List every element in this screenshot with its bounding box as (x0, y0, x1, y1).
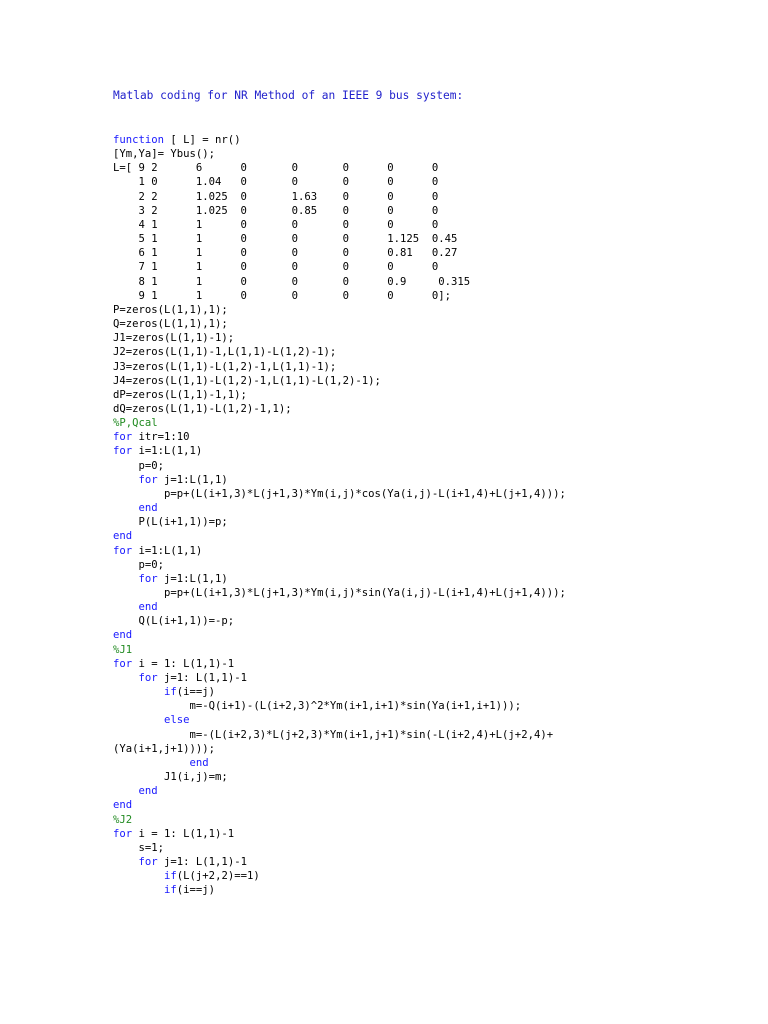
code-line (113, 742, 566, 756)
code-line (113, 161, 566, 175)
code-comment: %J2 (113, 813, 133, 826)
code-text: (Ya(i+1,j+1)))); (113, 742, 216, 755)
code-line (113, 614, 566, 628)
code-keyword: for (113, 431, 133, 444)
code-line (113, 685, 566, 699)
code-indent (113, 502, 139, 514)
code-line (113, 218, 566, 232)
code-keyword: if (164, 686, 177, 699)
code-keyword: end (189, 756, 209, 769)
code-line (113, 133, 566, 147)
code-line (113, 430, 566, 444)
code-line (113, 416, 566, 430)
code-text: 6 1 1 0 0 0 0.81 0.27 (113, 247, 458, 260)
code-text: (L(j+2,2)==1) (176, 870, 260, 883)
code-text: 1 0 1.04 0 0 0 0 0 (113, 176, 439, 189)
code-indent (113, 785, 139, 797)
code-line (113, 813, 566, 827)
code-line (113, 317, 566, 331)
code-keyword: else (164, 714, 190, 727)
code-indent (113, 714, 164, 726)
code-indent (113, 672, 139, 684)
code-line (113, 289, 566, 303)
code-text: i=1:L(1,1) (132, 445, 203, 458)
code-keyword: end (113, 530, 133, 543)
code-line (113, 883, 566, 897)
code-line (113, 798, 566, 812)
code-line (113, 855, 566, 869)
code-line (113, 260, 566, 274)
code-keyword: for (138, 855, 158, 868)
code-keyword: function (113, 134, 165, 146)
code-line (113, 784, 566, 798)
code-line (113, 374, 566, 388)
code-text: 5 1 1 0 0 0 1.125 0.45 (113, 233, 458, 246)
code-text: p=0; (113, 558, 165, 571)
code-keyword: end (113, 629, 133, 642)
code-text: p=p+(L(i+1,3)*L(j+1,3)*Ym(i,j)*sin(Ya(i,j)-L(i+1,4)+L(j+1,4))); (113, 587, 566, 599)
code-line (113, 544, 566, 558)
code-text: (i==j) (176, 884, 216, 897)
code-text: Q(L(i+1,1))=-p; (113, 615, 235, 628)
code-line (113, 529, 566, 543)
code-text: m=-(L(i+2,3)*L(j+2,3)*Ym(i+1,j+1)*sin(-L(i+2,4)+L(j+2,4)+ (113, 728, 554, 741)
code-text: m=-Q(i+1)-(L(i+2,3)^2*Ym(i+1,i+1)*sin(Ya(i+1,i+1))); (113, 700, 522, 713)
code-line (113, 770, 566, 784)
code-line (113, 204, 566, 218)
code-line (113, 643, 566, 657)
code-line (113, 657, 566, 671)
code-line (113, 756, 566, 770)
code-keyword: for (138, 473, 158, 486)
code-text: 2 2 1.025 0 1.63 0 0 0 (113, 190, 439, 203)
code-line (113, 444, 566, 458)
code-text: 7 1 1 0 0 0 0 0 (113, 261, 439, 274)
code-line (113, 628, 566, 642)
code-line (113, 275, 566, 289)
code-text: J2=zeros(L(1,1)-1,L(1,1)-L(1,2)-1); (113, 346, 337, 359)
code-text: P(L(i+1,1))=p; (113, 516, 228, 529)
code-text: J3=zeros(L(1,1)-L(1,2)-1,L(1,1)-1); (113, 360, 337, 373)
code-text: Q=zeros(L(1,1),1); (113, 318, 228, 331)
code-line (113, 515, 566, 529)
code-indent (113, 474, 139, 486)
code-line (113, 246, 566, 260)
code-text: 4 1 1 0 0 0 0 0 (113, 218, 439, 231)
code-keyword: end (138, 502, 158, 515)
code-text: dP=zeros(L(1,1)-1,1); (113, 388, 247, 401)
code-text: i = 1: L(1,1)-1 (132, 827, 235, 840)
code-line (113, 869, 566, 883)
code-text: 3 2 1.025 0 0.85 0 0 0 (113, 204, 439, 217)
code-line (113, 232, 566, 246)
code-line (113, 388, 566, 402)
code-line (113, 713, 566, 727)
code-text: s=1; (113, 841, 165, 854)
code-indent (113, 884, 164, 896)
code-indent (113, 686, 164, 698)
code-text: i = 1: L(1,1)-1 (132, 657, 235, 670)
code-indent (113, 573, 139, 585)
code-text: j=1: L(1,1)-1 (157, 855, 247, 868)
code-keyword: for (138, 572, 158, 585)
document-title: Matlab coding for NR Method of an IEEE 9 bus system: (113, 89, 464, 102)
code-text: j=1: L(1,1)-1 (157, 671, 247, 684)
code-line (113, 331, 566, 345)
code-line (113, 303, 566, 317)
code-keyword: end (138, 785, 158, 798)
code-line (113, 147, 566, 161)
code-keyword: for (113, 827, 133, 840)
code-line (113, 572, 566, 586)
code-listing (113, 133, 566, 897)
code-line (113, 501, 566, 515)
code-keyword: if (164, 870, 177, 883)
code-line (113, 558, 566, 572)
code-keyword: for (113, 544, 133, 557)
code-line (113, 345, 566, 359)
code-line (113, 473, 566, 487)
code-keyword: for (113, 657, 133, 670)
code-keyword: for (113, 445, 133, 458)
code-line (113, 175, 566, 189)
code-text: j=1:L(1,1) (157, 572, 228, 585)
code-text: L=[ 9 2 6 0 0 0 0 0 (113, 162, 439, 175)
code-text: J1=zeros(L(1,1)-1); (113, 332, 235, 345)
code-line (113, 459, 566, 473)
code-indent (113, 856, 139, 868)
code-indent (113, 870, 164, 882)
code-indent (113, 601, 139, 613)
code-line (113, 827, 566, 841)
code-indent (113, 757, 190, 769)
code-line (113, 360, 566, 374)
code-line (113, 671, 566, 685)
code-text: p=p+(L(i+1,3)*L(j+1,3)*Ym(i,j)*cos(Ya(i,j)-L(i+1,4)+L(j+1,4))); (113, 487, 566, 500)
code-text: 8 1 1 0 0 0 0.9 0.315 (113, 275, 471, 288)
code-text: i=1:L(1,1) (132, 544, 203, 557)
code-line (113, 487, 566, 501)
code-text: P=zeros(L(1,1),1); (113, 303, 228, 316)
code-keyword: end (138, 601, 158, 614)
code-line (113, 190, 566, 204)
code-text: itr=1:10 (132, 431, 190, 444)
code-line (113, 402, 566, 416)
code-text: j=1:L(1,1) (157, 473, 228, 486)
code-line (113, 728, 566, 742)
code-comment: %J1 (113, 643, 133, 656)
code-text: 9 1 1 0 0 0 0 0]; (113, 289, 452, 302)
code-line (113, 586, 566, 600)
code-comment: %P,Qcal (113, 417, 158, 430)
code-text: J4=zeros(L(1,1)-L(1,2)-1,L(1,1)-L(1,2)-1); (113, 374, 381, 387)
code-text: [ L] = nr() (164, 134, 241, 146)
code-line (113, 699, 566, 713)
code-line (113, 841, 566, 855)
code-text: [Ym,Ya]= Ybus(); (113, 148, 216, 161)
code-text: (i==j) (176, 686, 216, 699)
code-keyword: if (164, 884, 177, 897)
code-line (113, 600, 566, 614)
code-text: J1(i,j)=m; (113, 771, 228, 784)
code-text: p=0; (113, 459, 165, 472)
code-keyword: end (113, 799, 133, 812)
code-keyword: for (138, 671, 158, 684)
code-text: dQ=zeros(L(1,1)-L(1,2)-1,1); (113, 402, 292, 415)
